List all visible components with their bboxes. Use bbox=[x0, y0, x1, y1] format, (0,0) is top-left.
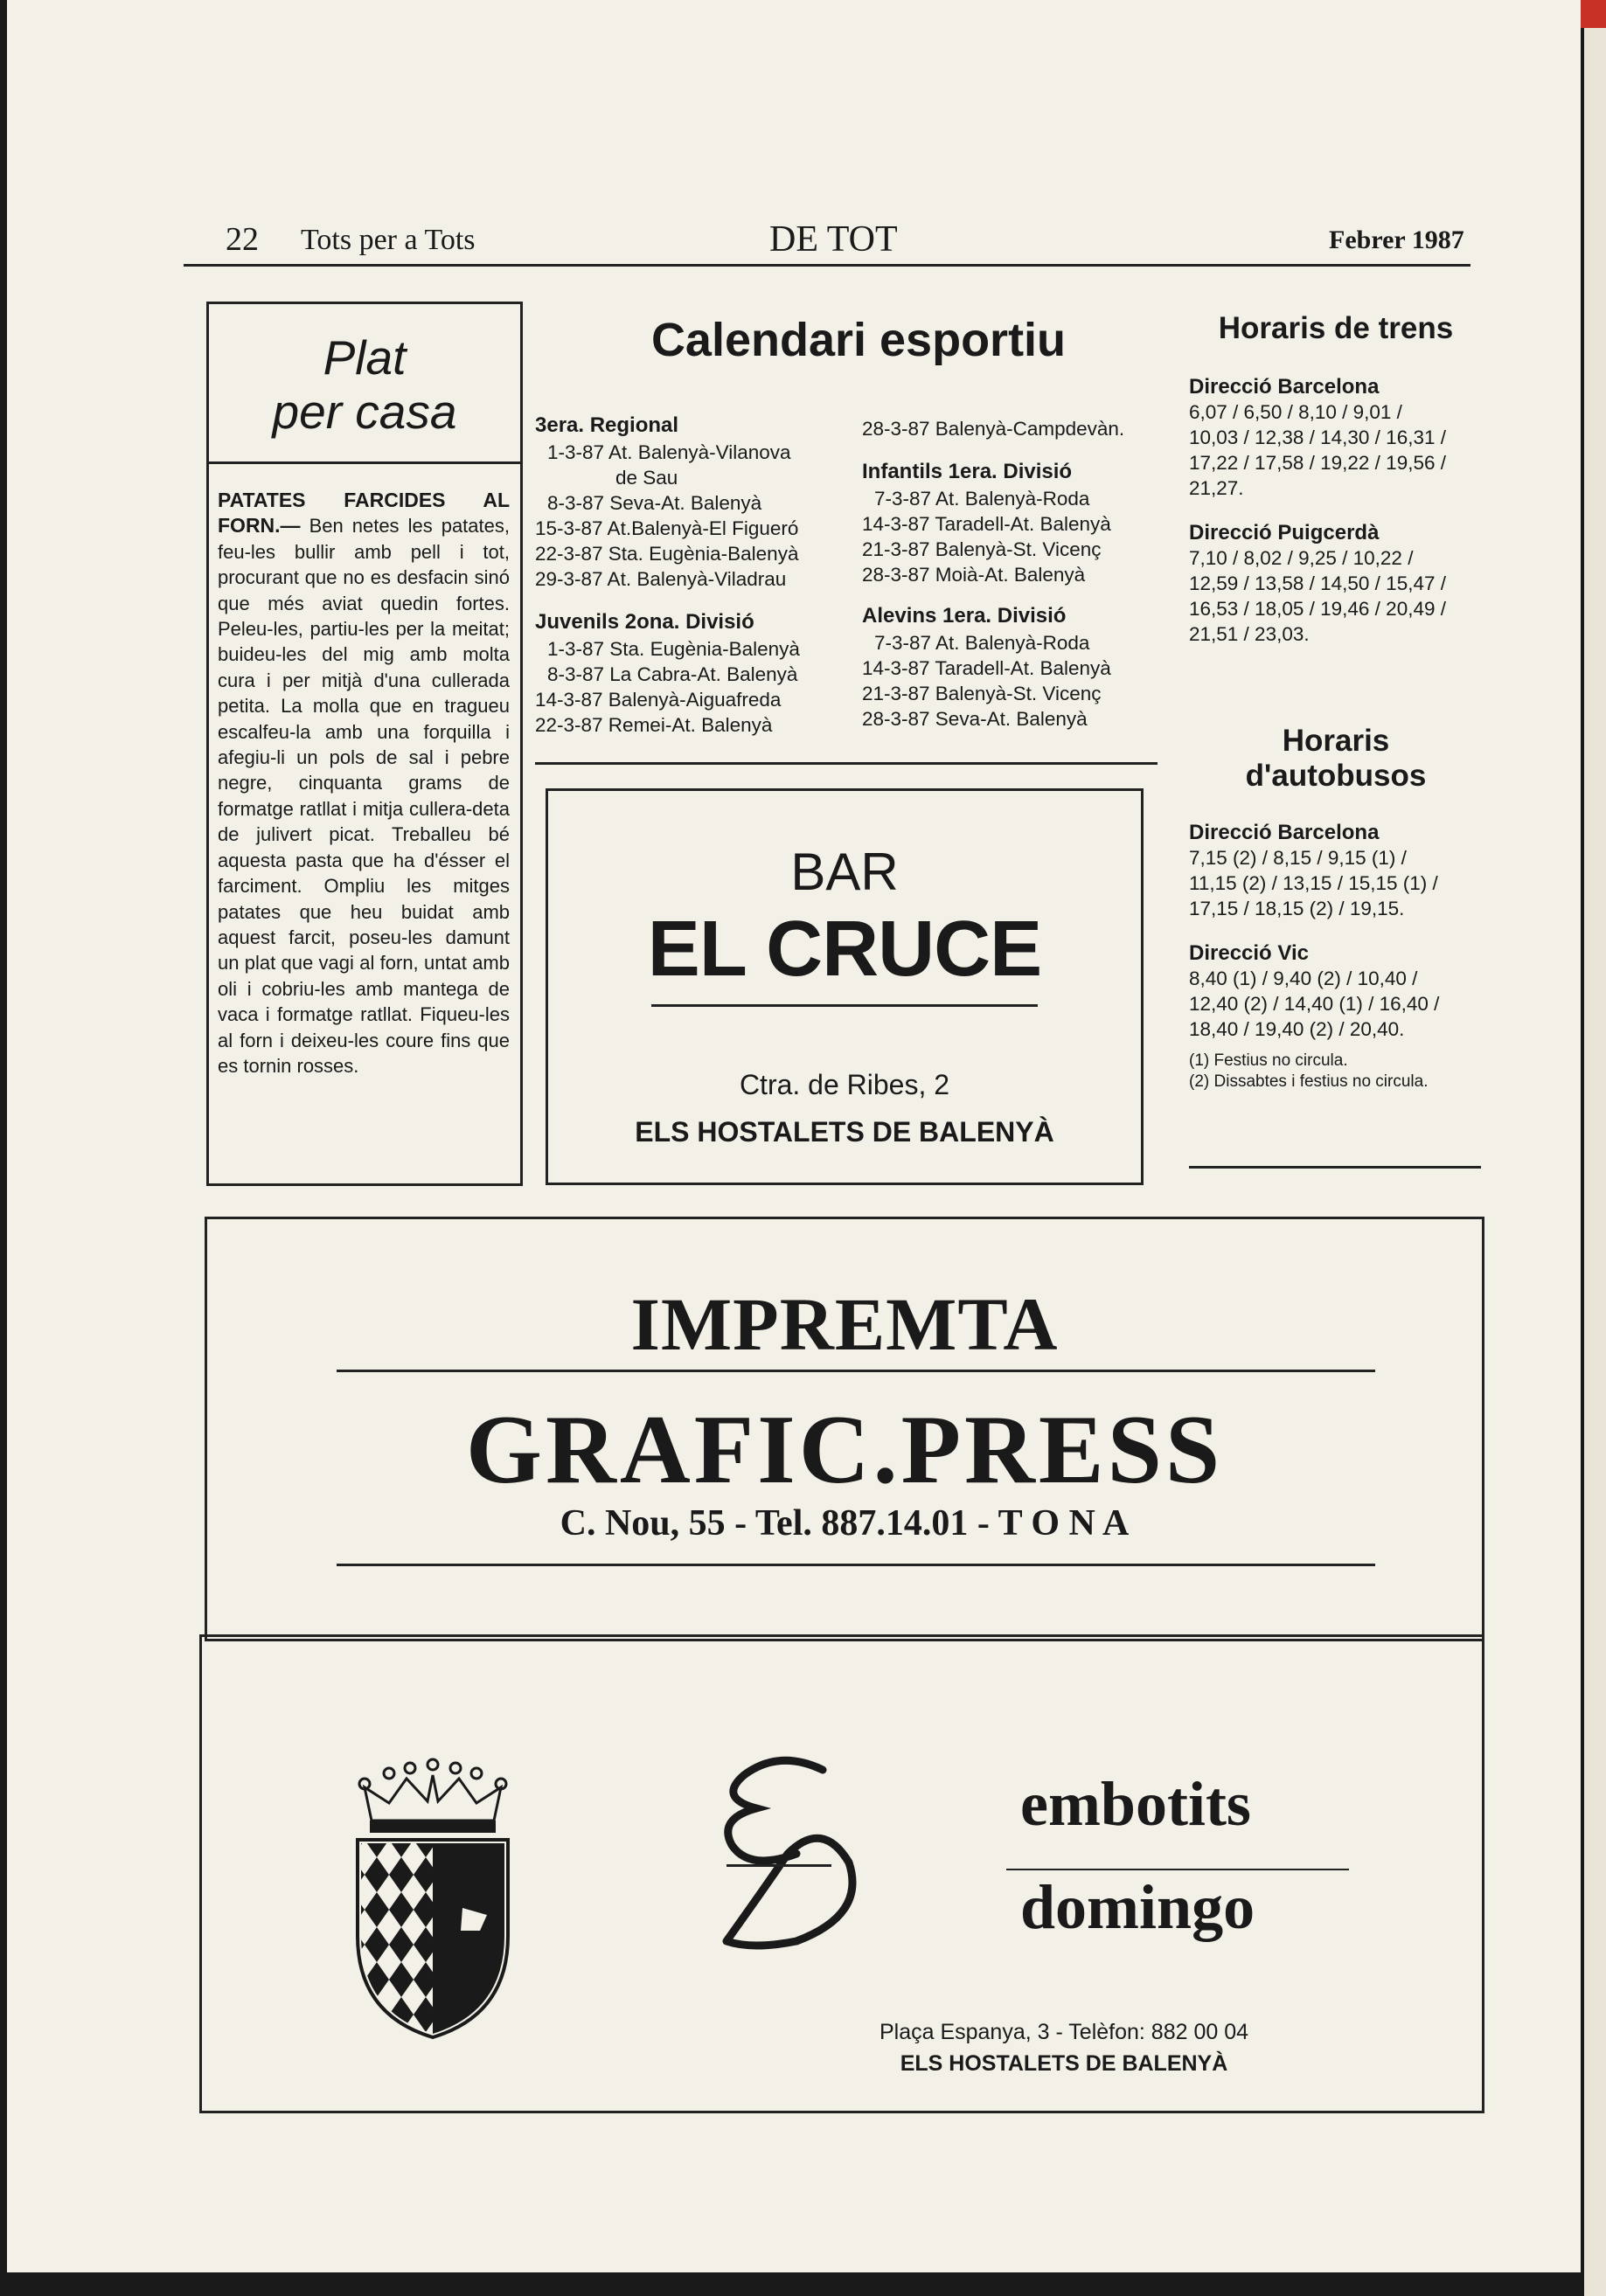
footnote: (2) Dissabtes i festius no circula. bbox=[1189, 1072, 1429, 1091]
time-line: 12,59 / 13,58 / 14,50 / 15,47 / bbox=[1189, 572, 1446, 594]
calendar-title: Calendari esportiu bbox=[650, 314, 1067, 366]
time-line: 21,27. bbox=[1189, 477, 1244, 499]
sausage-ad-line1: embotits bbox=[1020, 1769, 1251, 1839]
bar-ad-line1: BAR bbox=[790, 843, 899, 901]
recipe-box bbox=[206, 302, 523, 1186]
match-line: 8-3-87 La Cabra-At. Balenyà bbox=[547, 663, 798, 685]
buses-title-line1: Horaris bbox=[1282, 724, 1390, 758]
print-ad-line2: GRAFIC.PRESS bbox=[465, 1396, 1224, 1504]
league-heading: Infantils 1era. Divisió bbox=[862, 460, 1073, 483]
league-heading: Alevins 1era. Divisió bbox=[862, 604, 1067, 628]
match-line: 29-3-87 At. Balenyà-Viladrau bbox=[535, 568, 787, 590]
recipe-title bbox=[209, 330, 520, 439]
sausage-ad-address: Plaça Espanya, 3 - Telèfon: 882 00 04 bbox=[879, 2020, 1249, 2044]
calendar-rule bbox=[535, 762, 1158, 765]
ed-monogram-icon bbox=[692, 1749, 866, 1950]
time-line: 10,03 / 12,38 / 14,30 / 16,31 / bbox=[1189, 427, 1446, 448]
time-line: 17,15 / 18,15 (2) / 19,15. bbox=[1189, 898, 1405, 919]
match-line: 8-3-87 Seva-At. Balenyà bbox=[547, 492, 762, 514]
publication-name: Tots per a Tots bbox=[301, 224, 476, 256]
sausage-ad-town: ELS HOSTALETS DE BALENYÀ bbox=[900, 2051, 1228, 2076]
sausage-ad-line2: domingo bbox=[1020, 1872, 1255, 1942]
league-heading: Juvenils 2ona. Divisió bbox=[535, 610, 754, 634]
time-line: 18,40 / 19,40 (2) / 20,40. bbox=[1189, 1018, 1405, 1040]
match-line: 15-3-87 At.Balenyà-El Figueró bbox=[535, 517, 799, 539]
sausage-ad-rule bbox=[727, 1864, 831, 1867]
match-line: 14-3-87 Taradell-At. Balenyà bbox=[862, 513, 1111, 535]
print-ad bbox=[205, 1217, 1484, 1641]
bar-ad bbox=[546, 788, 1144, 1185]
section-title: DE TOT bbox=[769, 219, 898, 260]
league-heading: 3era. Regional bbox=[535, 413, 679, 437]
bar-ad-address: Ctra. de Ribes, 2 bbox=[739, 1069, 950, 1100]
print-ad-line1: IMPREMTA bbox=[630, 1282, 1059, 1366]
coat-of-arms-icon bbox=[340, 1752, 525, 2041]
page-spine bbox=[1584, 0, 1606, 2296]
match-line: 7-3-87 At. Balenyà-Roda bbox=[874, 488, 1090, 510]
recipe-text bbox=[218, 488, 510, 1079]
match-line: 1-3-87 At. Balenyà-Vilanova bbox=[547, 441, 791, 463]
time-line: 7,10 / 8,02 / 9,25 / 10,22 / bbox=[1189, 547, 1414, 569]
buses-rule bbox=[1189, 1166, 1481, 1169]
match-line: 14-3-87 Balenyà-Aiguafreda bbox=[535, 689, 782, 711]
time-line: 11,15 (2) / 13,15 / 15,15 (1) / bbox=[1189, 872, 1438, 894]
buses-title bbox=[1187, 724, 1484, 794]
time-line: 16,53 / 18,05 / 19,46 / 20,49 / bbox=[1189, 598, 1446, 620]
recipe-dish-name: PATATES FARCIDES AL FORN.— bbox=[218, 489, 510, 538]
calendar-right-column bbox=[862, 416, 1159, 732]
sausage-ad-rule2 bbox=[1006, 1869, 1349, 1870]
time-line: 17,22 / 17,58 / 19,22 / 19,56 / bbox=[1189, 452, 1446, 474]
calendar-left-column bbox=[535, 413, 836, 738]
match-line: 1-3-87 Sta. Eugènia-Balenyà bbox=[547, 638, 800, 660]
match-line: 22-3-87 Remei-At. Balenyà bbox=[535, 714, 773, 736]
time-line: 6,07 / 6,50 / 8,10 / 9,01 / bbox=[1189, 401, 1402, 423]
bar-ad-town: ELS HOSTALETS DE BALENYÀ bbox=[635, 1116, 1054, 1148]
buses-schedule bbox=[1189, 820, 1486, 1093]
route-heading: Direcció Barcelona bbox=[1189, 821, 1380, 844]
match-line: 14-3-87 Taradell-At. Balenyà bbox=[862, 657, 1111, 679]
bookmark-tab bbox=[1581, 0, 1606, 28]
bar-ad-line2: EL CRUCE bbox=[647, 905, 1042, 993]
match-line: 21-3-87 Balenyà-St. Vicenç bbox=[862, 538, 1102, 560]
route-heading: Direcció Puigcerdà bbox=[1189, 521, 1380, 545]
trains-schedule bbox=[1189, 374, 1486, 647]
page-number: 22 bbox=[226, 221, 259, 258]
match-line: 28-3-87 Moià-At. Balenyà bbox=[862, 564, 1086, 586]
match-line: 21-3-87 Balenyà-St. Vicenç bbox=[862, 683, 1102, 704]
recipe-title-line1: Plat bbox=[323, 330, 407, 385]
header-rule bbox=[184, 264, 1470, 267]
footnote: (1) Festius no circula. bbox=[1189, 1051, 1348, 1070]
recipe-title-line2: per casa bbox=[272, 385, 457, 439]
recipe-title-rule bbox=[209, 461, 520, 464]
bar-ad-rule bbox=[651, 1004, 1038, 1007]
match-line: 28-3-87 Seva-At. Balenyà bbox=[862, 708, 1088, 730]
sausage-ad bbox=[199, 1634, 1484, 2113]
print-ad-rule-bottom bbox=[337, 1564, 1375, 1566]
match-line: 22-3-87 Sta. Eugènia-Balenyà bbox=[535, 543, 799, 565]
match-line: 7-3-87 At. Balenyà-Roda bbox=[874, 632, 1090, 654]
time-line: 8,40 (1) / 9,40 (2) / 10,40 / bbox=[1189, 968, 1418, 989]
route-heading: Direcció Barcelona bbox=[1189, 375, 1380, 399]
time-line: 12,40 (2) / 14,40 (1) / 16,40 / bbox=[1189, 993, 1440, 1015]
buses-title-line2: d'autobusos bbox=[1245, 759, 1427, 793]
print-ad-rule-top bbox=[337, 1370, 1375, 1372]
recipe-body: Ben netes les patates, feu-les bullir amb pell i tot, procurant que no es desfacin sinó que més aviat quedin fortes. Peleu-les, partiu-les per la meitat; buideu-les del mig amb molta cura i per mitjà d'una cullerada petita. La molla que en tragueu escalfeu-la amb una forquilla i afegiu-li un pols de sal i pebre negre, cinquanta grams de formatge ratllat i mitja cullera-deta de julivert picat. Treballeu bé aquesta pasta que ha d'ésser el farciment. Ompliu les mitges patates que heu buidat amb aquest farcit, poseu-les damunt un plat que vagi al forn, untat amb oli i cobriu-les amb mantega de vaca i formatge ratllat. Fiqueu-les al forn i deixeu-les coure fins que es tornin rosses. bbox=[218, 515, 510, 1077]
print-ad-address: C. Nou, 55 - Tel. 887.14.01 - T O N A bbox=[560, 1503, 1130, 1543]
route-heading: Direcció Vic bbox=[1189, 941, 1309, 965]
match-line: 28-3-87 Balenyà-Campdevàn. bbox=[862, 418, 1125, 440]
match-line: de Sau bbox=[615, 467, 678, 489]
time-line: 21,51 / 23,03. bbox=[1189, 623, 1310, 645]
issue-date: Febrer 1987 bbox=[1329, 225, 1464, 254]
time-line: 7,15 (2) / 8,15 / 9,15 (1) / bbox=[1189, 847, 1407, 869]
trains-title: Horaris de trens bbox=[1218, 311, 1454, 345]
